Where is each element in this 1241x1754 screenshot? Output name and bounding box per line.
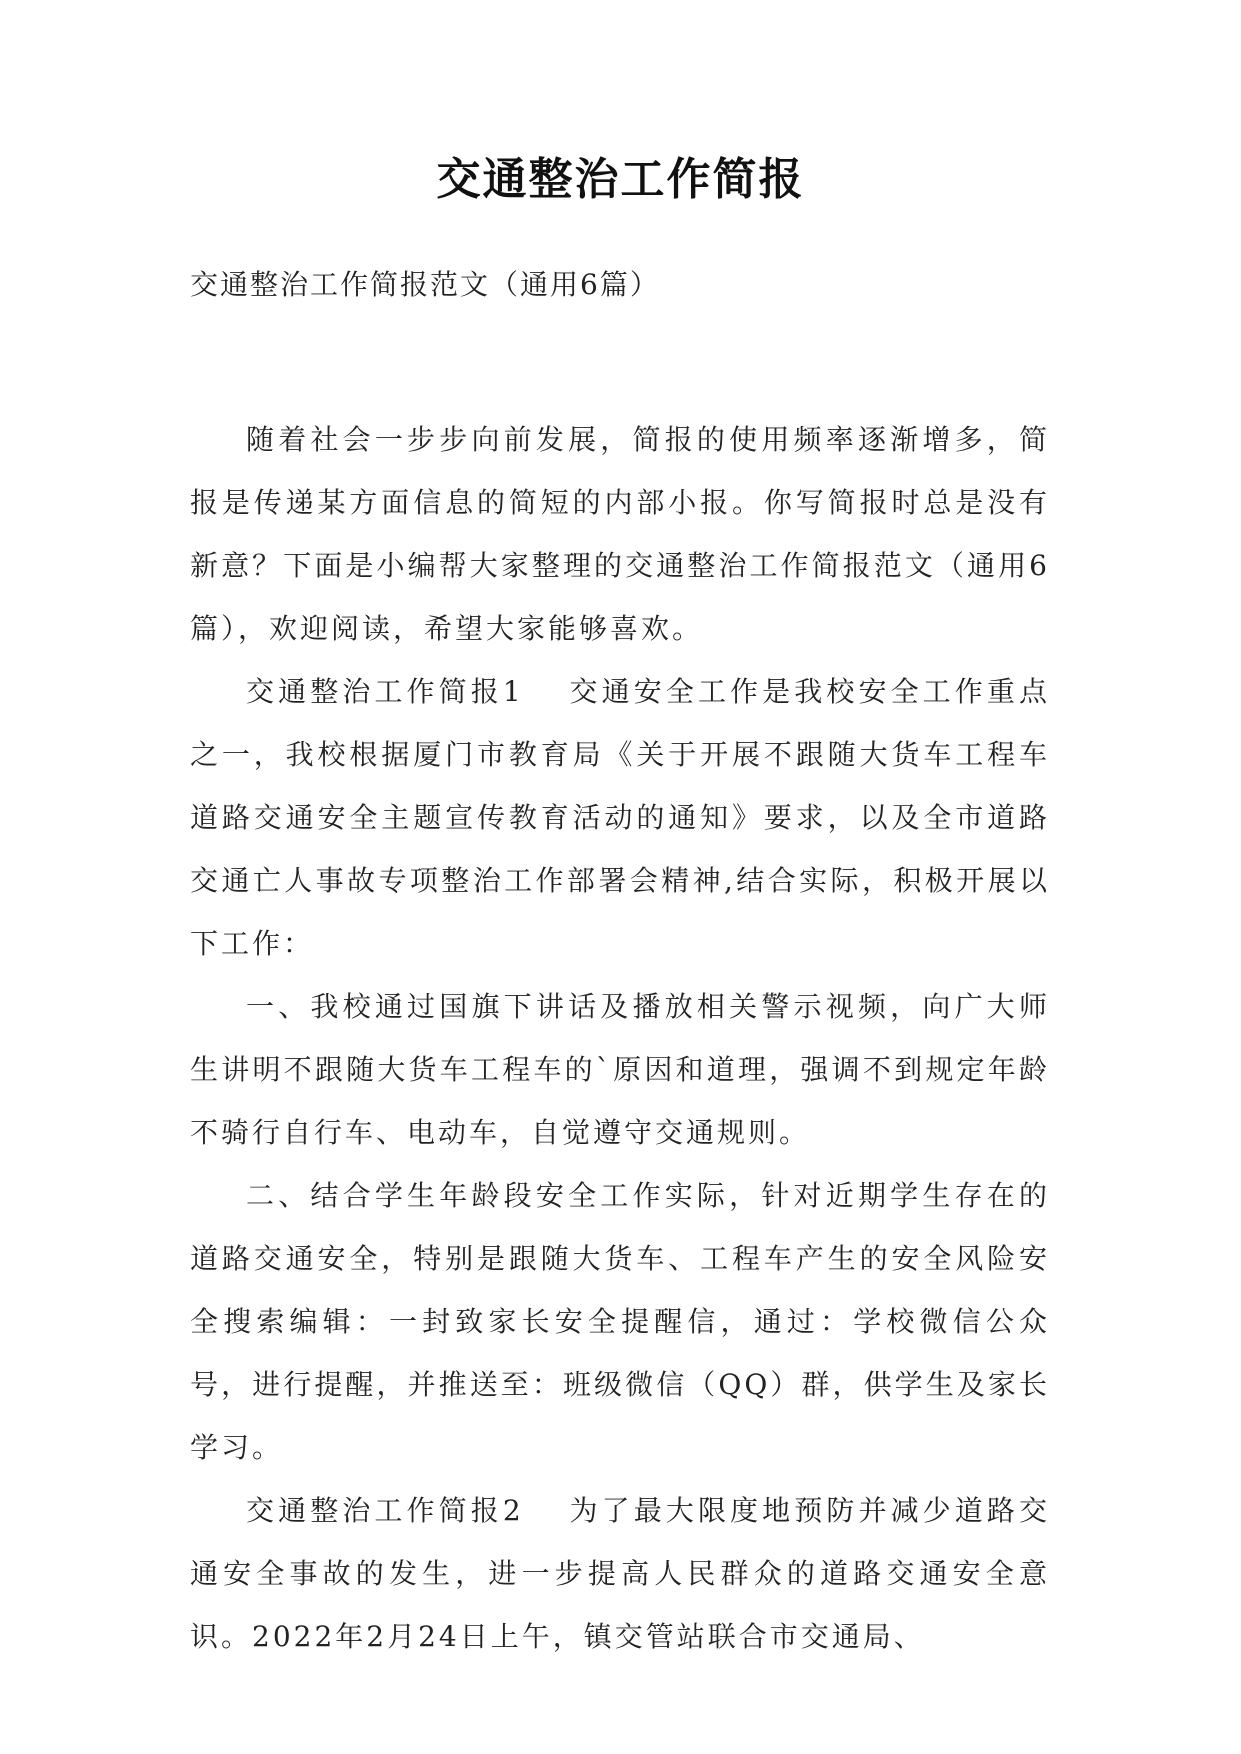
paragraph-text: 二、结合学生年龄段安全工作实际，针对近期学生存在的道路交通安全，特别是跟随大货车、工程车产生的安全风险安全搜索编辑：一封致家长安全提醒信，通过：学校微信公众号，进行提醒，并推送至：班级微信（QQ）群，供学生及家长学习。 (190, 1179, 1050, 1464)
paragraph-text: 随着社会一步步向前发展，简报的使用频率逐渐增多，简报是传递某方面信息的简短的内部小报。你写简报时总是没有新意？下面是小编帮大家整理的交通整治工作简报范文（通用6篇），欢迎阅读，希望大家能够喜欢。 (190, 423, 1050, 645)
document-body (190, 408, 1050, 1668)
paragraph-text: 为了最大限度地预防并减少道路交通安全事故的发生，进一步提高人民群众的道路交通安全意识。2022年2月24日上午，镇交管站联合市交通局、 (190, 1494, 1050, 1653)
paragraph-item-2 (190, 1164, 1050, 1479)
paragraph-text: 交通安全工作是我校安全工作重点之一，我校根据厦门市教育局《关于开展不跟随大货车工程车道路交通安全主题宣传教育活动的通知》要求，以及全市道路交通亡人事故专项整治工作部署会精神,结合实际，积极开展以下工作： (190, 675, 1050, 960)
document-subtitle: 交通整治工作简报范文（通用6篇） (190, 268, 660, 301)
paragraph-intro (190, 408, 1050, 660)
paragraph-text: 一、我校通过国旗下讲话及播放相关警示视频，向广大师生讲明不跟随大货车工程车的`原因和道理，强调不到规定年龄不骑行自行车、电动车，自觉遵守交通规则。 (190, 990, 1050, 1149)
paragraph-report-2 (190, 1479, 1050, 1668)
section-heading: 交通整治工作简报2 (246, 1494, 524, 1527)
paragraph-report-1 (190, 660, 1050, 975)
paragraph-item-1 (190, 975, 1050, 1164)
document-title: 交通整治工作简报 (436, 154, 805, 205)
section-heading: 交通整治工作简报1 (246, 675, 524, 708)
